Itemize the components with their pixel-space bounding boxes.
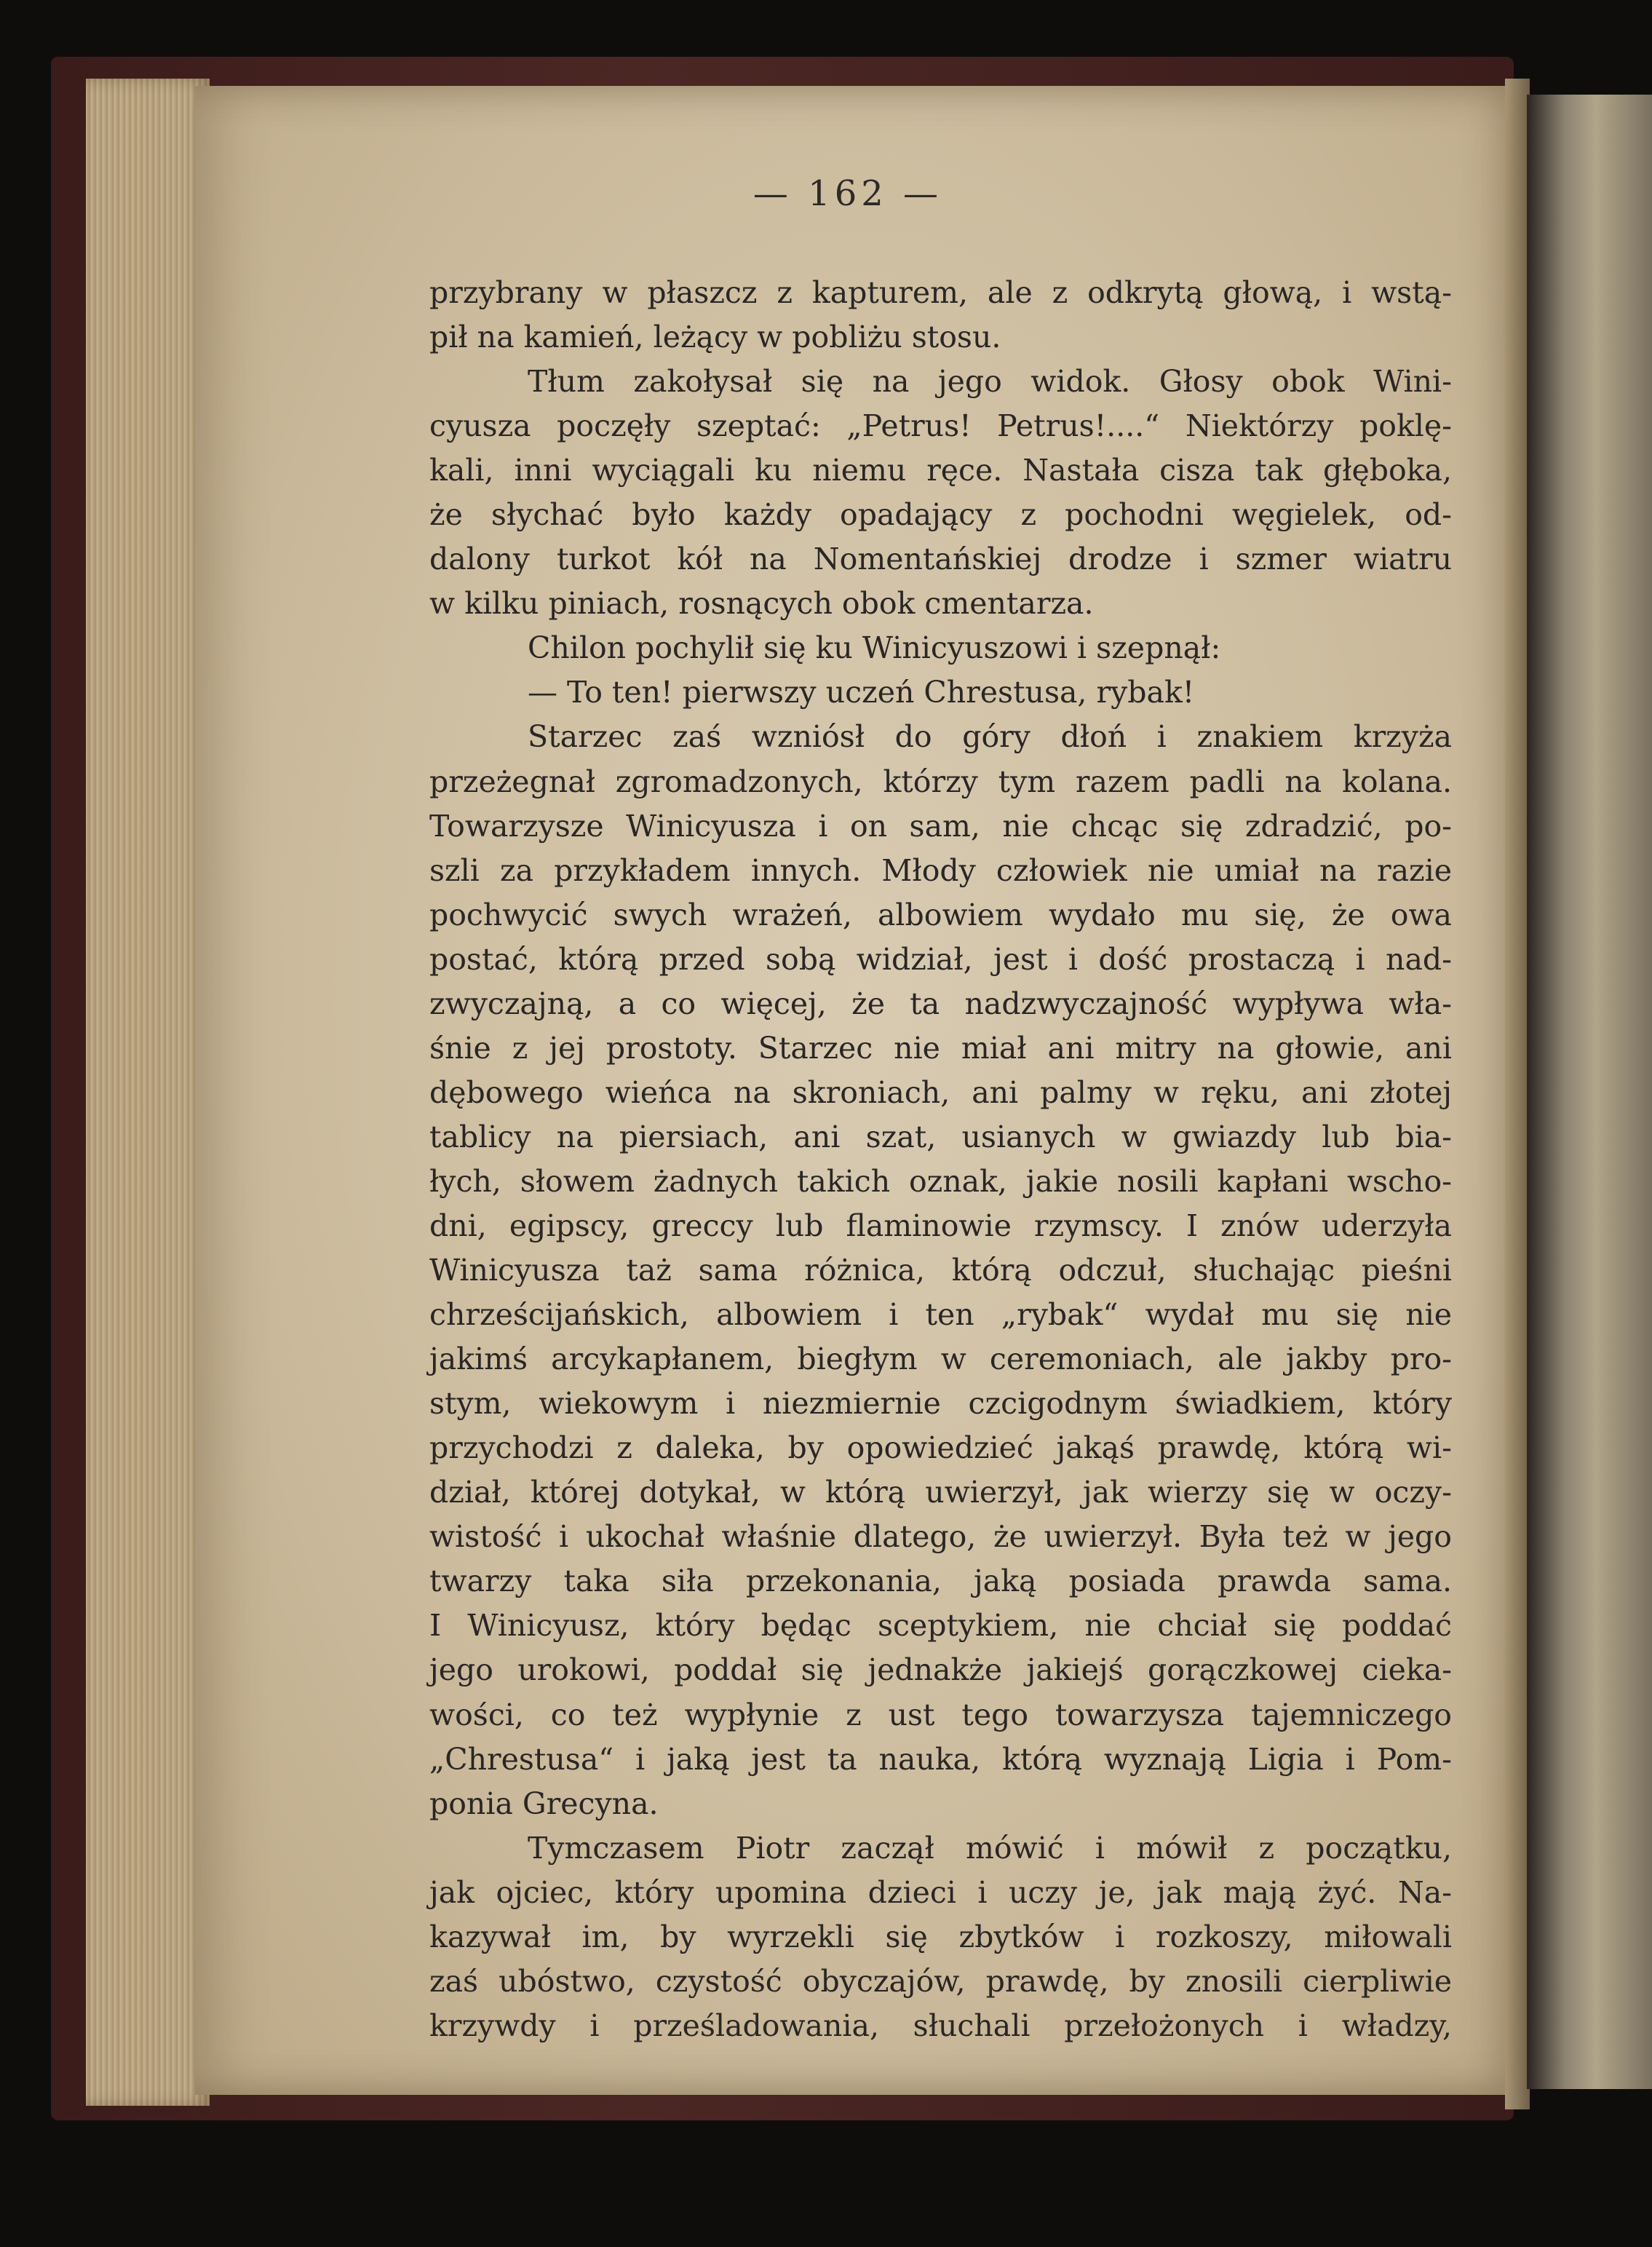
text-line: Tłum zakołysał się na jego widok. Głosy obok Wini- [528,364,1452,400]
text-line: przybrany w płaszcz z kapturem, ale z odkrytą głową, i wstą- [429,275,1452,310]
text-line: Winicyusza taż sama różnica, którą odczuł, słuchając pieśni [429,1253,1452,1288]
text-line: dębowego wieńca na skroniach, ani palmy w ręku, ani złotej [429,1074,1452,1110]
text-line: kazywał im, by wyrzekli się zbytków i rozkoszy, miłowali [429,1919,1452,1954]
text-line: — To ten! pierwszy uczeń Chrestusa, rybak! [528,675,1195,710]
text-line: postać, którą przed sobą widział, jest i dość prostaczą i nad- [429,941,1452,977]
text-line: zaś ubóstwo, czystość obyczajów, prawdę, by znosili cierpliwie [429,1963,1452,1999]
text-line: krzywdy i prześladowania, słuchali przełożonych i władzy, [429,2008,1452,2043]
text-line: ponia Grecyna. [429,1786,659,1821]
text-line: jego urokowi, poddał się jednakże jakiejś gorączkowej cieka- [429,1652,1452,1688]
text-line: że słychać było każdy opadający z pochodni węgielek, od- [429,497,1452,533]
text-line: chrześcijańskich, albowiem i ten „rybak“ wydał mu się nie [429,1297,1452,1333]
text-line: twarzy taka siła przekonania, jaką posiada prawda sama. [429,1564,1452,1599]
text-line: śnie z jej prostoty. Starzec nie miał ani mitry na głowie, ani [429,1030,1452,1066]
text-line: pochwycić swych wrażeń, albowiem wydało mu się, że owa [429,897,1452,932]
text-line: jak ojciec, który upomina dzieci i uczy je, jak mają żyć. Na- [429,1874,1452,1910]
text-line: przeżegnał zgromadzonych, którzy tym razem padli na kolana. [429,764,1452,799]
page-gutter [1505,79,1530,2109]
text-line: pił na kamień, leżący w pobliżu stosu. [429,320,1001,355]
text-line: przychodzi z daleka, by opowiedzieć jakąś prawdę, którą wi- [429,1430,1452,1466]
text-line: kali, inni wyciągali ku niemu ręce. Nastała cisza tak głęboka, [429,453,1452,488]
text-line: Tymczasem Piotr zaczął mówić i mówił z początku, [528,1830,1452,1866]
text-line: stym, wiekowym i niezmiernie czcigodnym świadkiem, który [429,1386,1452,1422]
page-number: — 162 — [752,173,943,214]
text-line: „Chrestusa“ i jaką jest ta nauka, którą wyznają Ligia i Pom- [429,1741,1452,1777]
text-line: tablicy na piersiach, ani szat, usianych w gwiazdy lub bia- [429,1119,1452,1154]
text-line: szli za przykładem innych. Młody człowiek nie umiał na razie [429,852,1452,888]
text-line: I Winicyusz, który będąc sceptykiem, nie chciał się poddać [429,1608,1452,1644]
text-line: łych, słowem żadnych takich oznak, jakie nosili kapłani wscho- [429,1163,1452,1199]
text-line: Starzec zaś wzniósł do góry dłoń i znakiem krzyża [528,719,1452,755]
body-text [429,271,1452,2048]
text-line: dni, egipscy, greccy lub flaminowie rzymscy. I znów uderzyła [429,1208,1452,1243]
text-line: dalony turkot kół na Nomentańskiej drodze i szmer wiatru [429,542,1452,577]
next-page-edge [1527,95,1652,2089]
text-line: Chilon pochylił się ku Winicyuszowi i szepnął: [528,630,1221,666]
text-line: wości, co też wypłynie z ust tego towarzysza tajemniczego [429,1697,1452,1732]
text-line: zwyczajną, a co więcej, że ta nadzwyczajność wypływa wła- [429,986,1452,1021]
text-line: cyusza poczęły szeptać: „Petrus! Petrus!....“ Niektórzy poklę- [429,408,1452,444]
text-line: Towarzysze Winicyusza i on sam, nie chcąc się zdradzić, po- [429,808,1452,844]
text-line: w kilku piniach, rosnących obok cmentarza. [429,586,1094,622]
text-line: wistość i ukochał właśnie dlatego, że uwierzył. Była też w jego [429,1519,1452,1555]
text-line: dział, której dotykał, w którą uwierzył, jak wierzy się w oczy- [429,1475,1452,1510]
page-edges-left [86,79,210,2106]
text-line: jakimś arcykapłanem, biegłym w ceremoniach, ale jakby pro- [429,1342,1452,1377]
